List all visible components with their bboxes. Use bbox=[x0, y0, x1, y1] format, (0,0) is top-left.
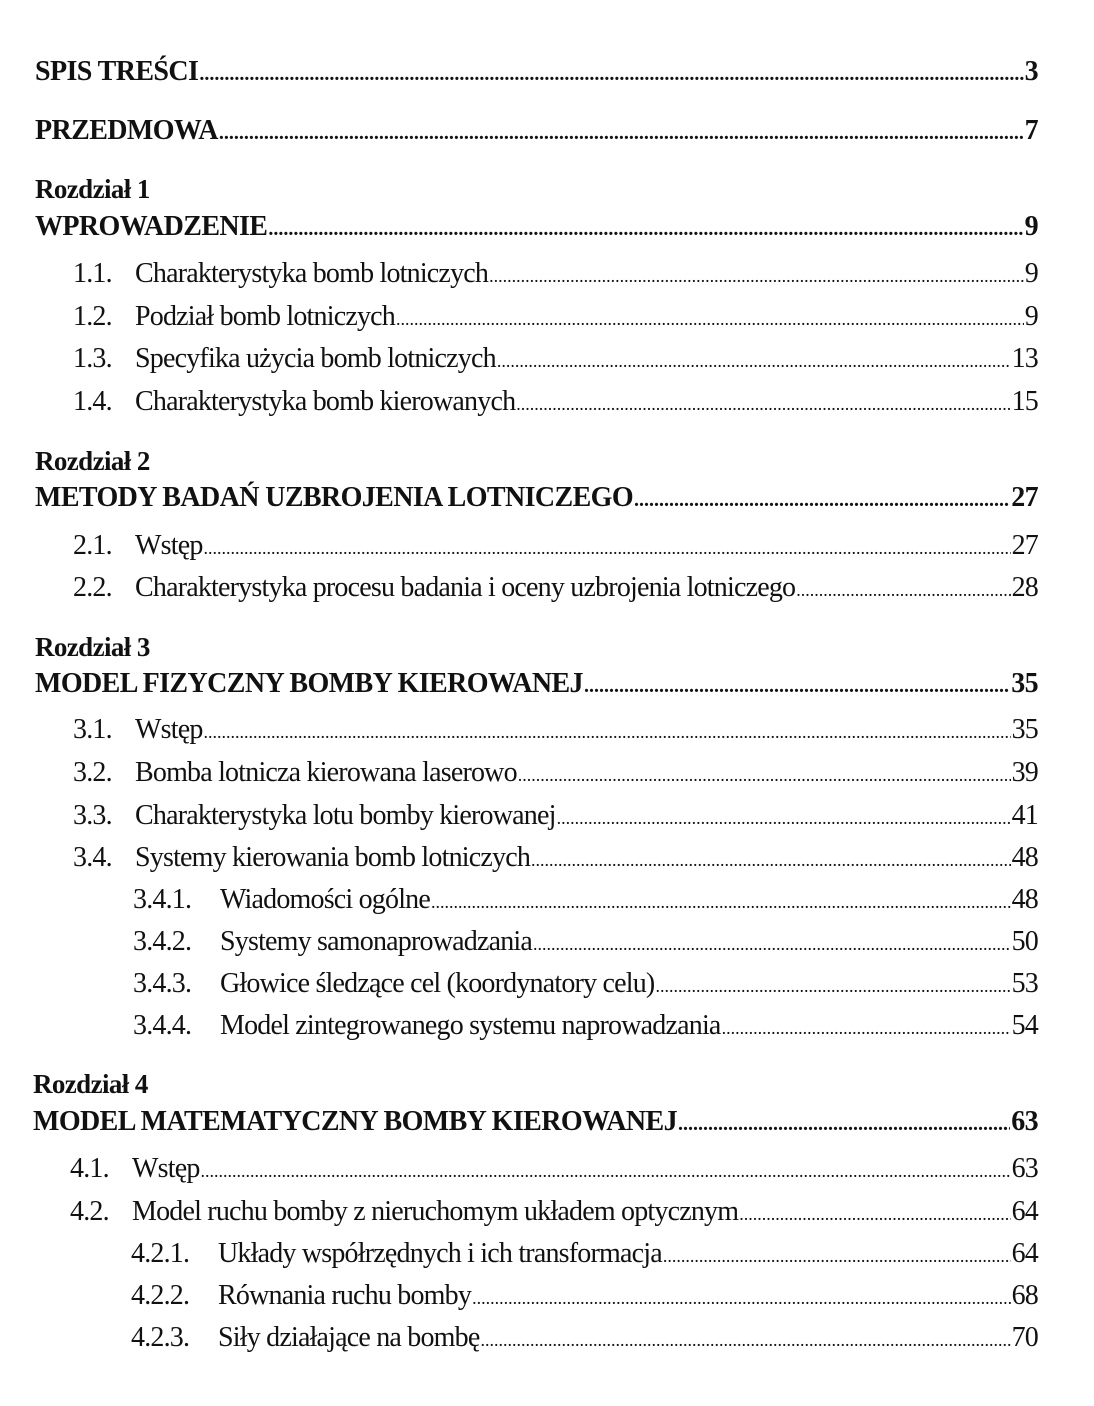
dot-leader bbox=[584, 675, 1010, 698]
toc-page-number: 41 bbox=[1011, 800, 1038, 831]
section-number: 3.2. bbox=[73, 757, 112, 788]
toc-section-title: Specyfika użycia bomb lotniczych bbox=[135, 343, 496, 374]
toc-subsection-title: Model zintegrowanego systemu naprowadzania bbox=[220, 1010, 721, 1041]
dot-leader bbox=[722, 1018, 1011, 1039]
toc-section[interactable] bbox=[135, 530, 1038, 562]
toc-chapter-title: MODEL FIZYCZNY BOMBY KIEROWANEJ bbox=[35, 668, 583, 699]
toc-entry-title: PRZEDMOWA bbox=[35, 115, 218, 146]
section-number: 3.4. bbox=[73, 842, 112, 873]
dot-leader bbox=[472, 1288, 1011, 1309]
subsection-number: 4.2.3. bbox=[131, 1322, 190, 1353]
toc-subsection[interactable] bbox=[220, 884, 1038, 916]
dot-leader bbox=[663, 1246, 1011, 1267]
toc-chapter-title: METODY BADAŃ UZBROJENIA LOTNICZEGO bbox=[35, 482, 634, 513]
subsection-number: 3.4.2. bbox=[133, 926, 192, 957]
toc-section-title: Charakterystyka procesu badania i oceny uzbrojenia lotniczego bbox=[135, 572, 796, 603]
toc-section[interactable] bbox=[132, 1153, 1038, 1185]
dot-leader bbox=[396, 309, 1024, 330]
toc-subsection[interactable] bbox=[218, 1322, 1038, 1354]
toc-page-number: 28 bbox=[1011, 572, 1038, 603]
toc-subsection[interactable] bbox=[220, 1010, 1038, 1042]
subsection-number: 3.4.1. bbox=[133, 884, 192, 915]
toc-subsection[interactable] bbox=[220, 926, 1038, 958]
toc-section-title: Wstęp bbox=[135, 714, 203, 745]
toc-section[interactable] bbox=[135, 343, 1038, 375]
subsection-number: 3.4.4. bbox=[133, 1010, 192, 1041]
dot-leader bbox=[655, 976, 1010, 997]
toc-chapter-title: MODEL MATEMATYCZNY BOMBY KIEROWANEJ bbox=[33, 1106, 678, 1137]
dot-leader bbox=[199, 63, 1023, 86]
toc-subsection-title: Równania ruchu bomby bbox=[218, 1280, 472, 1311]
section-number: 1.1. bbox=[73, 258, 112, 289]
toc-section[interactable] bbox=[135, 800, 1038, 832]
toc-chapter-2[interactable] bbox=[35, 482, 1038, 514]
dot-leader bbox=[557, 808, 1011, 829]
section-number: 1.2. bbox=[73, 301, 112, 332]
chapter-label: Rozdział 1 bbox=[35, 174, 150, 204]
toc-section[interactable] bbox=[135, 301, 1038, 333]
toc-page-number: 35 bbox=[1011, 668, 1038, 699]
section-number: 1.4. bbox=[73, 386, 112, 417]
dot-leader bbox=[480, 1330, 1010, 1351]
toc-chapter-title: WPROWADZENIE bbox=[35, 211, 268, 242]
toc-page-number: 50 bbox=[1011, 926, 1038, 957]
toc-page-number: 13 bbox=[1011, 343, 1038, 374]
section-number: 4.1. bbox=[70, 1153, 109, 1184]
dot-leader bbox=[518, 765, 1011, 786]
toc-section-title: Charakterystyka bomb kierowanych bbox=[135, 386, 516, 417]
section-number: 3.1. bbox=[73, 714, 112, 745]
toc-page-number: 63 bbox=[1011, 1153, 1038, 1184]
dot-leader bbox=[739, 1204, 1010, 1225]
dot-leader bbox=[516, 394, 1010, 415]
toc-section-title: Wstęp bbox=[132, 1153, 200, 1184]
chapter-label: Rozdział 4 bbox=[33, 1069, 148, 1099]
toc-page-number: 53 bbox=[1011, 968, 1038, 999]
toc-section[interactable] bbox=[135, 714, 1038, 746]
toc-page-number: 15 bbox=[1011, 386, 1038, 417]
toc-subsection-title: Siły działające na bombę bbox=[218, 1322, 480, 1353]
chapter-label: Rozdział 3 bbox=[35, 632, 150, 662]
toc-page-number: 27 bbox=[1011, 530, 1038, 561]
toc-subsection-title: Układy współrzędnych i ich transformacja bbox=[218, 1238, 662, 1269]
section-number: 1.3. bbox=[73, 343, 112, 374]
section-number: 3.3. bbox=[73, 800, 112, 831]
toc-section-title: Systemy kierowania bomb lotniczych bbox=[135, 842, 531, 873]
toc-page-number: 68 bbox=[1011, 1280, 1038, 1311]
chapter-label: Rozdział 2 bbox=[35, 446, 150, 476]
toc-section[interactable] bbox=[135, 386, 1038, 418]
dot-leader bbox=[678, 1113, 1010, 1136]
toc-entry-title: SPIS TREŚCI bbox=[35, 56, 199, 87]
toc-section[interactable] bbox=[135, 842, 1038, 874]
dot-leader bbox=[204, 722, 1011, 743]
toc-page-number: 35 bbox=[1011, 714, 1038, 745]
subsection-number: 3.4.3. bbox=[133, 968, 192, 999]
toc-page-number: 54 bbox=[1011, 1010, 1038, 1041]
toc-section[interactable] bbox=[135, 572, 1038, 604]
toc-subsection-title: Głowice śledzące cel (koordynatory celu) bbox=[220, 968, 655, 999]
dot-leader bbox=[201, 1161, 1011, 1182]
toc-page-number: 48 bbox=[1011, 884, 1038, 915]
toc-page-number: 7 bbox=[1024, 115, 1038, 146]
dot-leader bbox=[634, 489, 1010, 512]
dot-leader bbox=[796, 580, 1010, 601]
dot-leader bbox=[531, 850, 1011, 871]
toc-page-number: 64 bbox=[1011, 1196, 1038, 1227]
toc-page-number: 9 bbox=[1024, 258, 1038, 289]
toc-section-title: Bomba lotnicza kierowana laserowo bbox=[135, 757, 517, 788]
toc-chapter-1[interactable] bbox=[35, 211, 1038, 243]
toc-subsection[interactable] bbox=[218, 1280, 1038, 1312]
dot-leader bbox=[268, 218, 1023, 241]
toc-subsection-title: Wiadomości ogólne bbox=[220, 884, 431, 915]
toc-subsection-title: Systemy samonaprowadzania bbox=[220, 926, 533, 957]
section-number: 2.2. bbox=[73, 572, 112, 603]
toc-section[interactable] bbox=[132, 1196, 1038, 1228]
dot-leader bbox=[533, 934, 1011, 955]
toc-page-number: 39 bbox=[1011, 757, 1038, 788]
toc-section-title: Model ruchu bomby z nieruchomym układem optycznym bbox=[132, 1196, 739, 1227]
dot-leader bbox=[431, 892, 1011, 913]
section-number: 2.1. bbox=[73, 530, 112, 561]
toc-page-number: 3 bbox=[1024, 56, 1038, 87]
toc-chapter-4[interactable] bbox=[33, 1106, 1038, 1138]
toc-page-number: 64 bbox=[1011, 1238, 1038, 1269]
toc-page-number: 9 bbox=[1024, 211, 1038, 242]
toc-chapter-3[interactable] bbox=[35, 668, 1038, 700]
toc-page-number: 27 bbox=[1011, 482, 1038, 513]
toc-section-title: Wstęp bbox=[135, 530, 203, 561]
toc-section-title: Podział bomb lotniczych bbox=[135, 301, 395, 332]
toc-subsection[interactable] bbox=[218, 1238, 1038, 1270]
toc-entry-spis-tresci[interactable] bbox=[35, 56, 1038, 88]
dot-leader bbox=[219, 122, 1024, 145]
section-number: 4.2. bbox=[70, 1196, 109, 1227]
subsection-number: 4.2.1. bbox=[131, 1238, 190, 1269]
toc-section[interactable] bbox=[135, 757, 1038, 789]
toc-entry-przedmowa[interactable] bbox=[35, 115, 1038, 147]
toc-page-number: 63 bbox=[1011, 1106, 1038, 1137]
toc-section-title: Charakterystyka lotu bomby kierowanej bbox=[135, 800, 556, 831]
subsection-number: 4.2.2. bbox=[131, 1280, 190, 1311]
dot-leader bbox=[497, 351, 1011, 372]
toc-page-number: 70 bbox=[1011, 1322, 1038, 1353]
toc-subsection[interactable] bbox=[220, 968, 1038, 1000]
toc-section[interactable] bbox=[135, 258, 1038, 290]
toc-page-number: 48 bbox=[1011, 842, 1038, 873]
dot-leader bbox=[204, 538, 1011, 559]
toc-page-number: 9 bbox=[1024, 301, 1038, 332]
toc-section-title: Charakterystyka bomb lotniczych bbox=[135, 258, 489, 289]
dot-leader bbox=[489, 266, 1024, 287]
